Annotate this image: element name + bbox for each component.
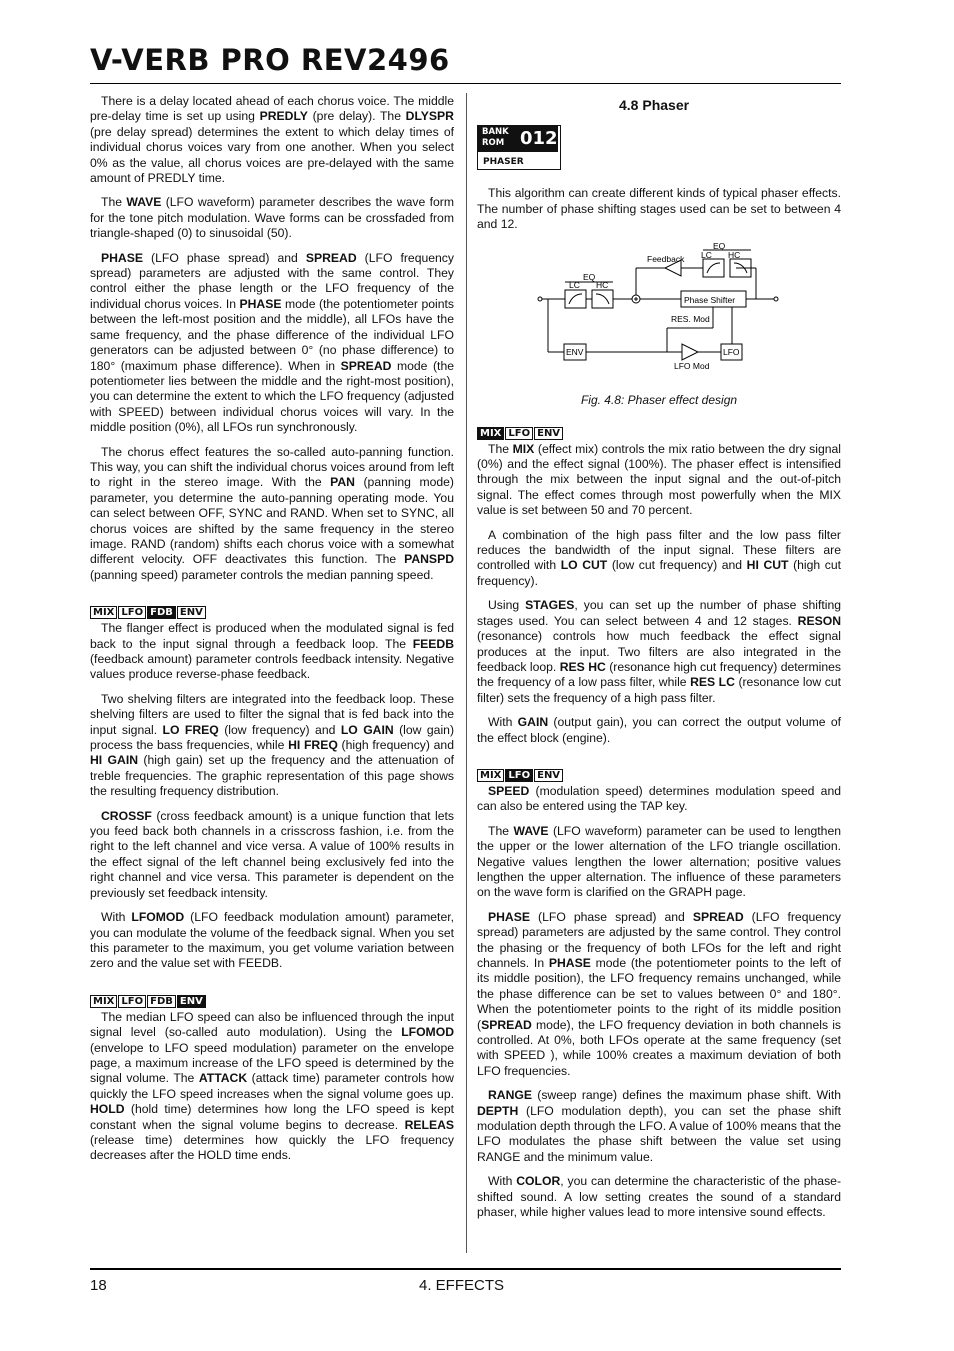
parameter-name: LO GAIN: [340, 722, 394, 737]
paragraph: PHASE (LFO phase spread) and SPREAD (LFO frequency spread) parameters are adjusted with the same control. They control either the phase length or the LFO frequency of the individual chorus voices. In PHASE mode (the potentiometer points between the left-most position and the middle), all LFOs have the same frequency, and the phase difference of the individual LFO generators can be adjusted between 0° (no phase difference) to 180° (maximum phase difference). When in SPREAD mode (the potentiometer lies between the middle and the right-most position), you can determine the extent to which the LFO frequency (adjusted with SPEED) between individual chorus voices will vary. In the middle position (0%), all LFOs run synchronously.: [90, 250, 454, 435]
column-divider: [466, 93, 467, 1253]
lc-filter-1: [565, 290, 586, 308]
parameter-name: PHASE: [488, 909, 530, 924]
parameter-name: RESON: [797, 613, 841, 628]
hc-label-2: HC: [728, 249, 741, 260]
left-column: [90, 94, 454, 1173]
tab-lfo: LFO: [118, 606, 146, 619]
parameter-name: SPREAD: [692, 909, 744, 924]
parameter-name: DEPTH: [477, 1103, 519, 1118]
lc-label-2: LC: [701, 249, 712, 260]
lc-filter-2: [703, 259, 724, 277]
parameter-name: PHASE: [239, 296, 282, 311]
tab-fdb: FDB: [147, 995, 176, 1008]
parameter-name: DLYSPR: [405, 109, 454, 124]
section-title: 4.8 Phaser: [619, 97, 690, 113]
paragraph: SPEED (modulation speed) determines modulation speed and can also be entered using the TAP key.: [477, 783, 841, 814]
parameter-name: COLOR: [516, 1174, 561, 1189]
parameter-name: WAVE: [513, 823, 549, 838]
preset-number: 012: [520, 128, 558, 150]
parameter-name: SPREAD: [305, 250, 357, 265]
parameter-tabs-mix: [477, 427, 841, 440]
parameter-name: WAVE: [126, 195, 162, 210]
chorus-text: [90, 94, 454, 583]
parameter-tabs-fdb: [90, 606, 454, 619]
parameter-name: PREDLY: [259, 109, 308, 124]
paragraph: With LFOMOD (LFO feedback modulation amount) parameter, you can modulate the volume of the feedback signal. When you set this parameter to the maximum, you get volume variation between zero and the value set with FEEDB.: [90, 910, 454, 971]
paragraph: The flanger effect is produced when the modulated signal is fed back to the input signal through a feedback loop. The FEEDB (feedback amount) parameter controls feedback intensity. Negative values produce reverse-phase feedback.: [90, 621, 454, 682]
tab-fdb: FDB: [147, 606, 176, 619]
parameter-name: HI GAIN: [90, 753, 139, 768]
right-column: [477, 94, 841, 1230]
phaser-diagram: [477, 242, 841, 414]
paragraph: The MIX (effect mix) controls the mix ratio between the dry signal (0%) and the effect signal (100%). The phaser effect is intensified through the mix between the input signal and the out-of-pitch signal. The effect comes through most powerfully when the MIX value is set between 50 and 70 percent.: [477, 441, 842, 518]
flanger-feedback-text: [90, 621, 454, 972]
parameter-name: PHASE: [101, 250, 143, 265]
lc-label-1: LC: [569, 279, 580, 290]
parameter-name: LFOMOD: [131, 910, 185, 925]
rom-label: ROM: [482, 138, 505, 149]
parameter-name: LO CUT: [560, 558, 608, 573]
res-mod-label: RES. Mod: [671, 313, 710, 324]
hc-filter-1: [592, 290, 613, 308]
paragraph: This algorithm can create different kinds of typical phaser effects. The number of phase shifting stages used can be set to between 4 and 12.: [477, 186, 841, 232]
tab-mix: MIX: [90, 995, 117, 1008]
env-label: ENV: [566, 346, 584, 357]
parameter-name: CROSSF: [101, 808, 152, 823]
chapter-title: 4. EFFECTS: [419, 1277, 505, 1294]
paragraph: Using STAGES, you can set up the number of phase shifting stages used. You can select between 4 and 12 stages. RESON (resonance) controls how much feedback the effect signal produces at the input. Two filters are also integrated in the feedback loop. RES HC (resonance high cut frequency) determines the frequency of a low pass filter, while RES LC (resonance low cut filter) sets the frequency of a high pass filter.: [477, 598, 842, 705]
parameter-tabs-lfo: [477, 769, 841, 782]
tab-mix: MIX: [90, 606, 117, 619]
tab-lfo: LFO: [118, 995, 146, 1008]
parameter-name: RES HC: [559, 659, 606, 674]
tab-lfo: LFO: [505, 769, 533, 782]
parameter-name: HI FREQ: [288, 738, 338, 753]
figure-caption: Fig. 4.8: Phaser effect design: [580, 392, 738, 407]
tab-env: ENV: [534, 427, 563, 440]
preset-name: PHASER: [483, 157, 524, 168]
paragraph: There is a delay located ahead of each chorus voice. The middle pre-delay time is set up using PREDLY (pre delay). The DLYSPR (pre delay spread) determines the extent to which delay times of individual chorus voices vary from one another. When you select 0% as the value, all chorus voices are pre-delayed with the same amount of PREDLY time.: [90, 94, 454, 186]
tab-env: ENV: [177, 995, 206, 1008]
header-rule: [90, 83, 841, 84]
lfo-label: LFO: [723, 346, 740, 357]
parameter-name: HI CUT: [746, 558, 789, 573]
paragraph: A combination of the high pass filter and the low pass filter reduces the bandwidth of the input signal. These filters are controlled with LO CUT (low cut frequency) and HI CUT (high cut frequency).: [477, 527, 842, 588]
paragraph: The WAVE (LFO waveform) parameter can be used to lengthen the upper or the lower alternation of the LFO triangle oscillation. Negative values lengthen the lower alternation; positive values lengthen the upper alternation. The influence of these parameters on the wave form is clarified on the GRAPH page.: [477, 823, 842, 900]
hc-label-1: HC: [596, 279, 609, 290]
phase-shifter-label: Phase Shifter: [684, 294, 736, 305]
tab-mix: MIX: [477, 427, 504, 440]
paragraph: With GAIN (output gain), you can correct the output volume of the effect block (engine).: [477, 715, 841, 745]
parameter-name: RANGE: [488, 1088, 533, 1103]
preset-badge: [477, 125, 561, 170]
page-number: 18: [90, 1277, 107, 1294]
feedback-label: Feedback: [647, 253, 685, 264]
paragraph: With COLOR, you can determine the characteristic of the phase-shifted sound. A low setting creates the sound of a standard phaser, while higher values lead to more intensive sound effects.: [477, 1174, 842, 1220]
parameter-name: SPREAD: [340, 358, 392, 373]
parameter-name: RES LC: [690, 675, 735, 690]
parameter-name: FEEDB: [412, 636, 454, 651]
parameter-name: PAN: [330, 475, 355, 490]
parameter-tabs-env: [90, 995, 454, 1008]
lfo-mod-amp: [682, 344, 698, 360]
page-title: V-VERB PRO REV2496: [90, 43, 450, 77]
paragraph: The WAVE (LFO waveform) parameter describes the wave form for the tone pitch modulation. Wave forms can be crossfaded from triangle-shaped (0) to sinusoidal (50).: [90, 195, 455, 241]
parameter-name: LFOMOD: [401, 1025, 454, 1040]
phaser-intro-text: [477, 186, 841, 232]
parameter-name: ATTACK: [198, 1071, 248, 1086]
lfo-mod-label: LFO Mod: [674, 360, 710, 371]
paragraph: The chorus effect features the so-called auto-panning function. This way, you can shift the individual chorus voices around from left to right in the stereo image. With the PAN (panning mode) parameter, you determine the auto-panning operating mode. You can select between OFF, SYNC and RAND. When set to SYNC, all chorus voices are shifted by the same frequency in the stereo image. RAND (random) shifts each chorus voice with a somewhat different velocity. OFF deactivates this function. The PANSPD (panning speed) parameter controls the median panning speed.: [90, 444, 454, 582]
paragraph: CROSSF (cross feedback amount) is a unique function that lets you feed back both channels in a crisscross fashion, i.e. from the right to the left channel and vice versa. A value of 100% results in the effect signal of the left channel being exclusively fed into the right channel and vice versa. This parameter is dependent on the previously set feedback intensity.: [90, 808, 454, 900]
parameter-name: PHASE: [548, 956, 591, 970]
parameter-name: MIX: [512, 441, 535, 456]
tab-env: ENV: [534, 769, 563, 782]
eq-label-1: EQ: [583, 271, 596, 282]
bank-label: BANK: [482, 127, 509, 138]
tab-mix: MIX: [477, 769, 504, 782]
paragraph: The median LFO speed can also be influenced through the input signal level (so-called auto modulation). Using the LFOMOD (envelope to LFO speed modulation) parameter on the envelope page, a maximum increase of the LFO speed is determined by the signal volume. The ATTACK (attack time) parameter controls how quickly the LFO speed increases when the signal volume goes up. HOLD (hold time) determines how long the LFO speed is kept constant when the signal volume begins to decrease. RELEAS (release time) determines how quickly the LFO frequency decreases after the HOLD time ends.: [90, 1009, 454, 1163]
envelope-text: [90, 1010, 454, 1164]
tab-env: ENV: [177, 606, 206, 619]
mix-text: [477, 442, 841, 746]
parameter-name: LO FREQ: [162, 722, 219, 737]
paragraph: PHASE (LFO phase spread) and SPREAD (LFO frequency spread) parameters are adjusted by the same control. They control the phasing or the frequency of both LFOs for the left and right channels. In PHASE mode (the potentiometer points to the left of its middle position), the LFO frequency remains unchanged, while the phase difference can be set to values between 0° and 180°. When the potentiometer points to the right of its middle position (SPREAD mode), the LFO frequency deviation in both channels is controlled. At 0%, both LFOs operate at the same frequency (set with SPEED ), while 100% creates a maximum deviation of both LFO frequencies.: [477, 909, 841, 1078]
eq-label-2: EQ: [713, 241, 726, 251]
parameter-name: SPREAD: [481, 1017, 532, 1032]
paragraph: Two shelving filters are integrated into the feedback loop. These shelving filters are used to filter the signal that is fed back into the input signal. LO FREQ (low frequency) and LO GAIN (low gain) process the bass frequencies, while HI FREQ (high frequency) and HI GAIN (high gain) set up the frequency and the attenuation of treble frequencies. The graphic representation of this page shows the resulting frequency distribution.: [90, 691, 455, 799]
paragraph: RANGE (sweep range) defines the maximum phase shift. With DEPTH (LFO modulation depth), you can set the phase shift modulation depth through the LFO. A value of 100% means that the LFO modulates the phase shift between the value set using RANGE and the minimum value.: [477, 1088, 841, 1164]
parameter-name: GAIN: [517, 715, 549, 730]
tab-lfo: LFO: [505, 427, 533, 440]
parameter-name: RELEAS: [404, 1117, 454, 1132]
phaser-diagram-svg: [477, 242, 841, 392]
preset-badge-header: [478, 126, 558, 152]
footer-rule: [90, 1268, 841, 1270]
lfo-text: [477, 784, 841, 1221]
parameter-name: STAGES: [525, 598, 575, 613]
parameter-name: HOLD: [90, 1102, 125, 1117]
parameter-name: PANSPD: [404, 552, 454, 567]
parameter-name: SPEED: [488, 783, 530, 798]
